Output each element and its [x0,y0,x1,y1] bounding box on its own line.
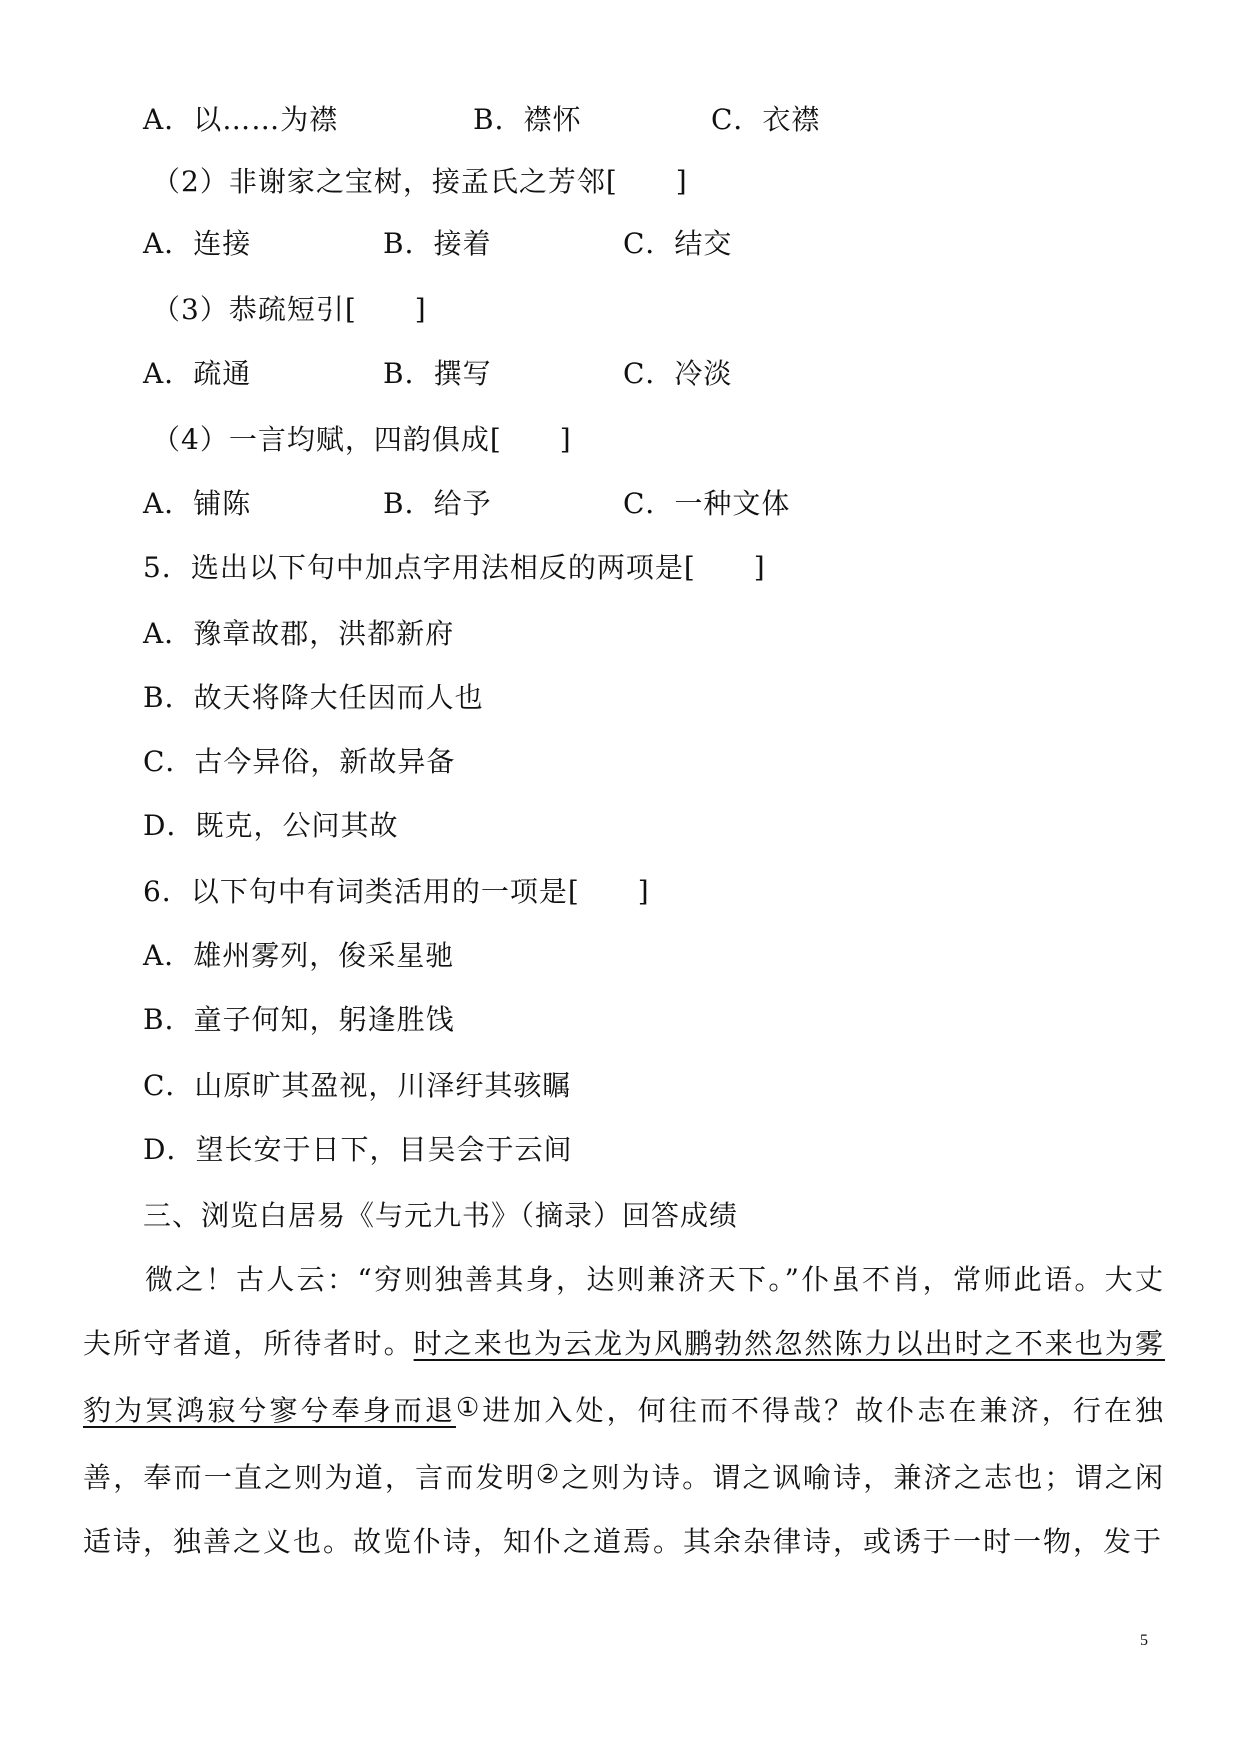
footnote-mark-2: ② [535,1460,562,1490]
passage-underlined-sentence: 时之来也为云龙为风鹏勃然忽然陈力以出时之不来也为雾豹为冥鸿寂兮寥兮奉身而退 [83,1327,1165,1427]
q5-option-a: A．豫章故郡，洪都新府 [143,617,455,650]
q4-sub-question-3: （3）恭疏短引[ ] [152,293,427,326]
option-c: C．结交 [623,227,733,260]
passage-text-3: 之则为诗。谓之讽喻诗，兼济之志也；谓之闲适诗，独善之义也。故览仆诗，知仆之道焉。其余杂律诗，或诱于一时一物，发于 [83,1461,1165,1558]
q4-sub-question-4: （4）一言均赋，四韵俱成[ ] [152,423,572,456]
q6-option-a: A．雄州雾列，俊采星驰 [143,939,455,972]
q6-option-c: C．山原旷其盈视，川泽纡其骇瞩 [143,1069,572,1102]
passage-paragraph [83,1248,1165,1574]
option-b: B．接着 [383,227,492,260]
q5-option-c: C．古今异俗，新故异备 [143,745,456,778]
passage-text-2: 进加入处，何往而不得哉？故仆志在兼济，行在独善，奉而一直之则为道，言而发明 [83,1394,1165,1494]
page-number: 5 [1140,1632,1148,1649]
q5-option-b: B．故天将降大任因而人也 [143,681,484,714]
option-b: B．撰写 [383,357,492,390]
option-a: A．铺陈 [143,487,252,520]
option-c: C．衣襟 [711,103,821,136]
footnote-mark-1: ① [455,1393,483,1423]
q4-sub-question-2: （2）非谢家之宝树，接孟氏之芳邻[ ] [152,165,688,198]
option-a: A．连接 [143,227,252,260]
option-c: C．一种文体 [623,487,791,520]
option-b: B．给予 [383,487,492,520]
q5-stem: 5．选出以下句中加点字用法相反的两项是[ ] [143,551,766,584]
q5-option-d: D．既克，公问其故 [143,809,399,842]
passage-text-1: 微之！古人云：“穷则独善其身，达则兼济天下。”仆虽不肖，常师此语。大丈夫所守者道，所待者时。 [83,1263,1165,1360]
q6-stem: 6．以下句中有词类活用的一项是[ ] [143,875,650,908]
q6-option-d: D．望长安于日下，目吴会于云间 [143,1133,573,1166]
q6-option-b: B．童子何知，躬逢胜饯 [143,1003,455,1036]
option-a: A．以……为襟 [143,103,339,136]
option-b: B．襟怀 [473,103,582,136]
section-3-heading: 三、浏览白居易《与元九书》（摘录）回答成绩 [143,1199,739,1232]
option-c: C．冷淡 [623,357,733,390]
option-a: A．疏通 [143,357,252,390]
